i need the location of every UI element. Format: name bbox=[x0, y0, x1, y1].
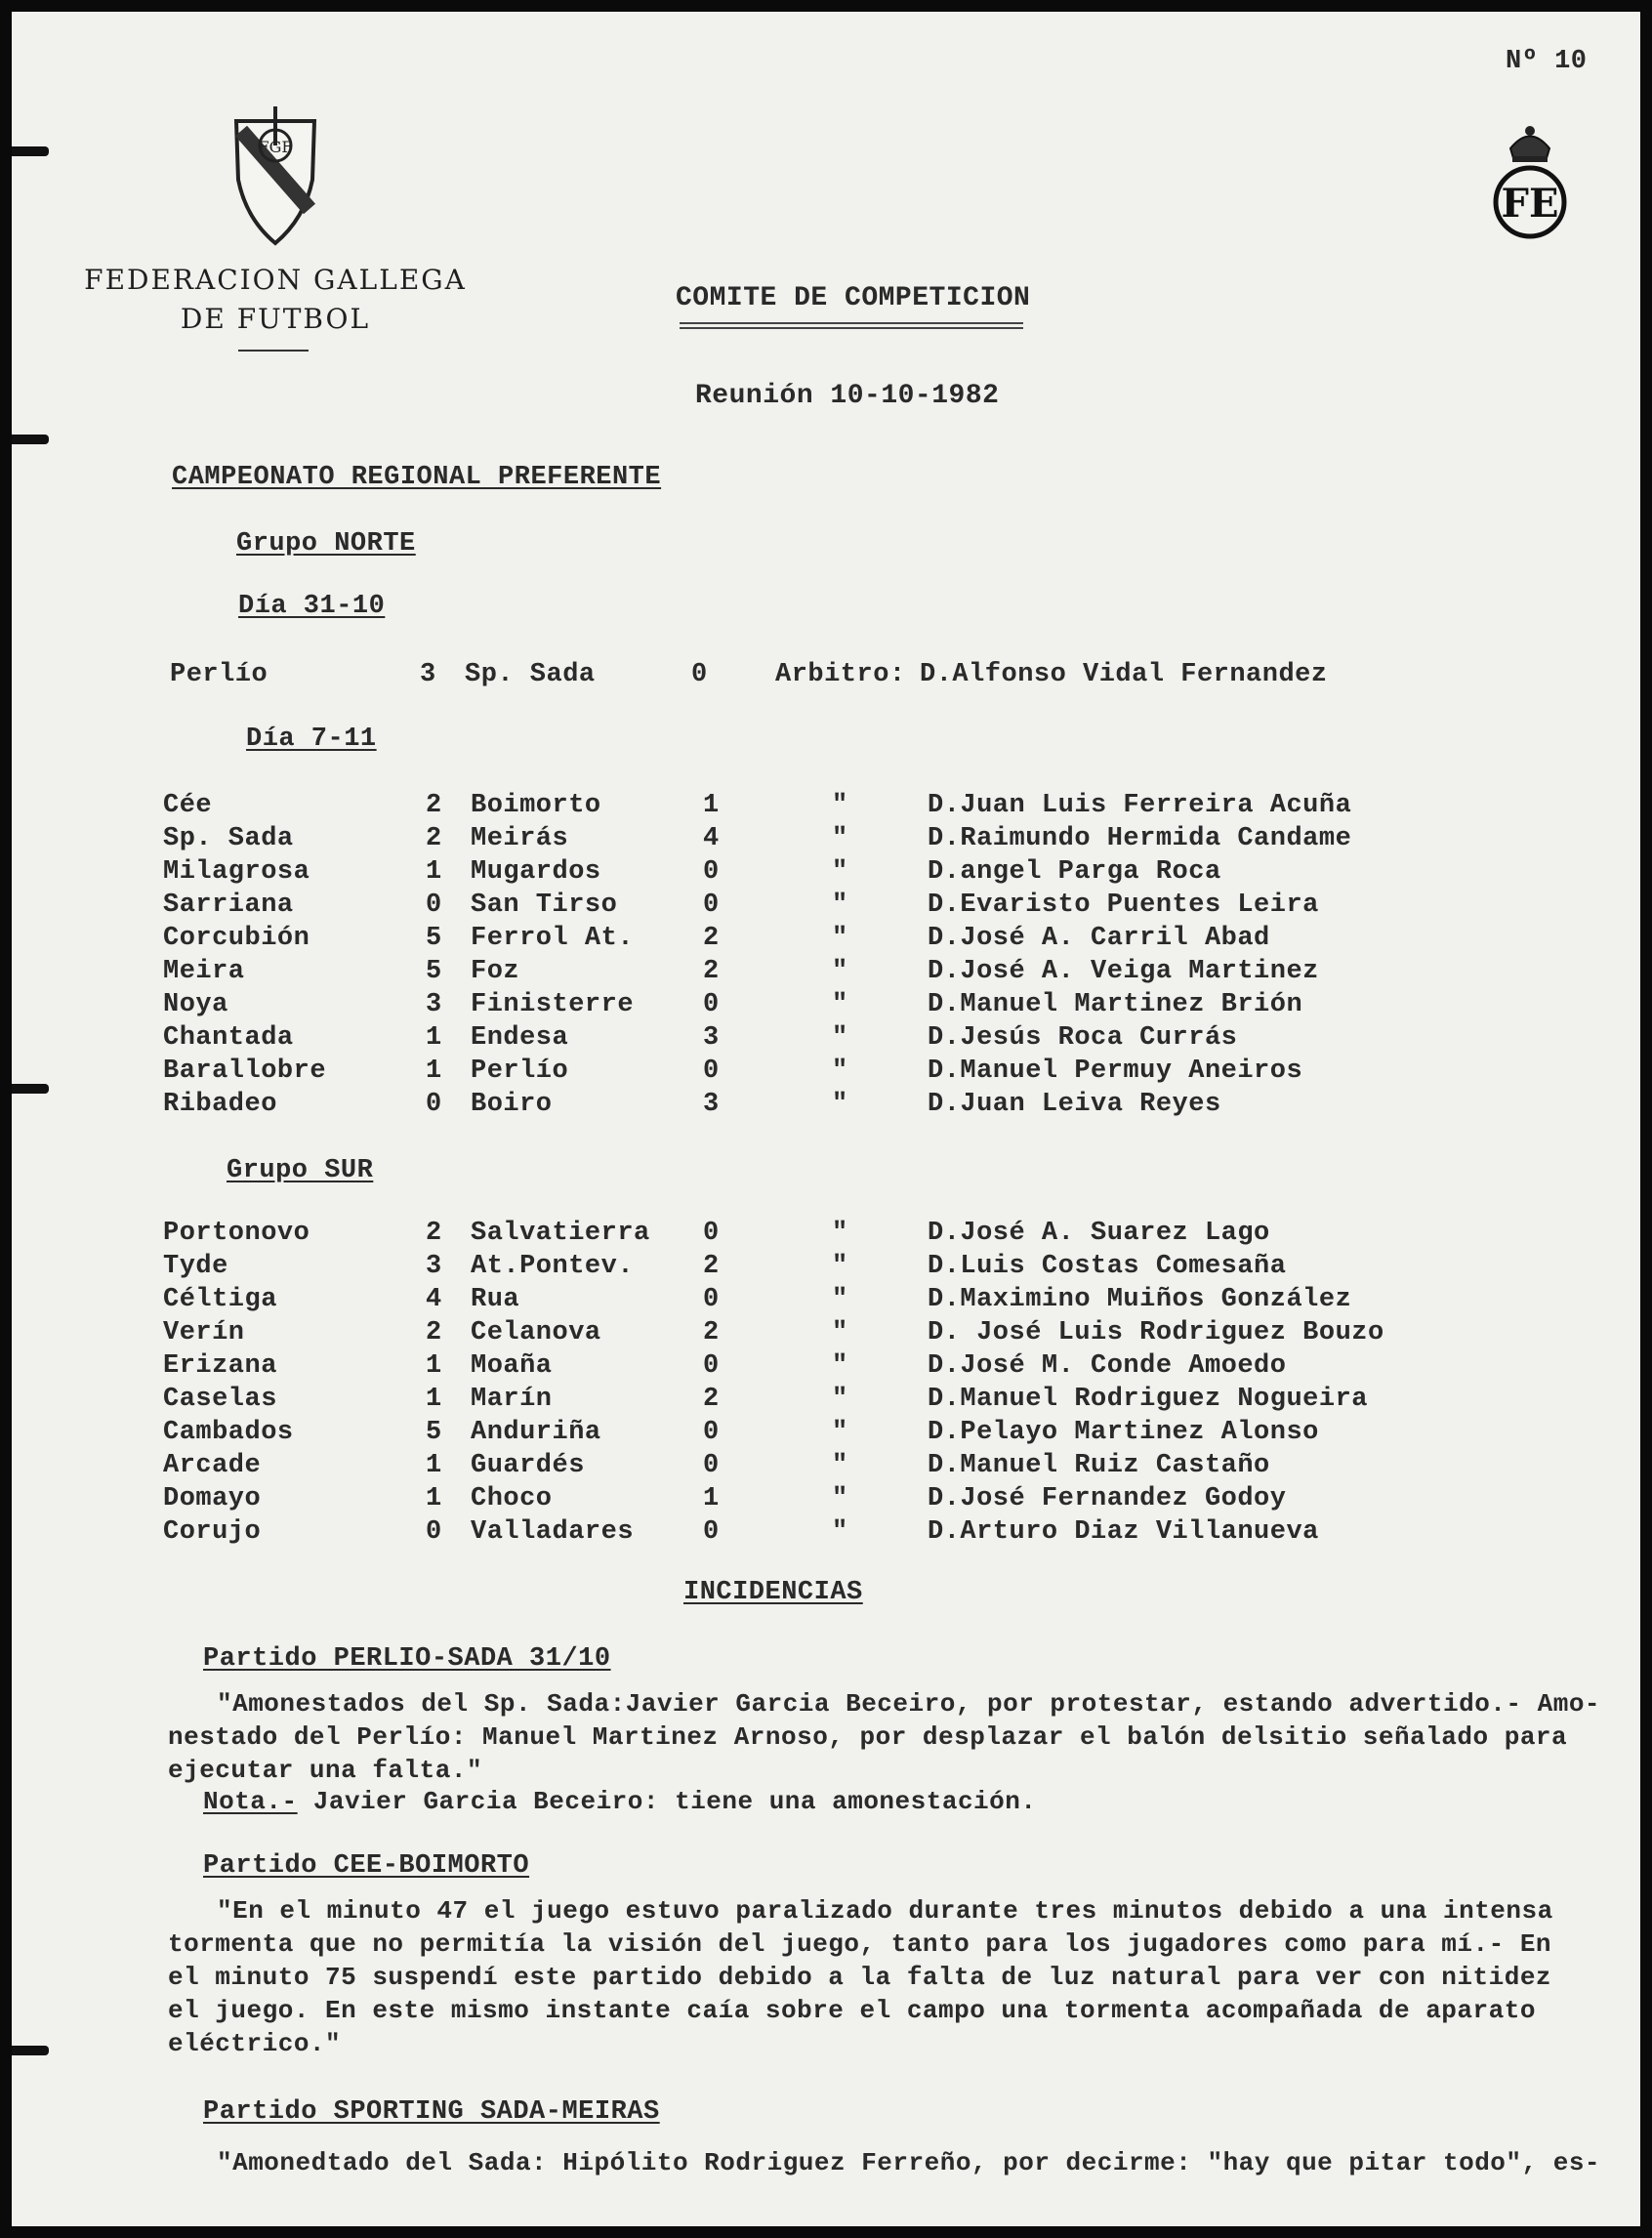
away-team: Finisterre bbox=[471, 990, 635, 1019]
ditto-mark: " bbox=[832, 1057, 848, 1086]
home-score: 1 bbox=[426, 1351, 442, 1381]
home-score: 4 bbox=[426, 1285, 442, 1314]
incident-line: eléctrico." bbox=[168, 2029, 342, 2058]
table-row bbox=[12, 1057, 1640, 1090]
home-score: 2 bbox=[426, 1219, 442, 1248]
table-row bbox=[12, 1351, 1640, 1385]
ditto-mark: " bbox=[832, 1285, 848, 1314]
away-team: Moaña bbox=[471, 1351, 553, 1381]
away-team: Foz bbox=[471, 957, 520, 986]
away-score: 0 bbox=[703, 857, 720, 887]
home-score: 1 bbox=[426, 1484, 442, 1513]
table-row bbox=[12, 791, 1640, 824]
home-team: Sp. Sada bbox=[163, 824, 294, 853]
away-team: Anduriña bbox=[471, 1418, 601, 1447]
referee-name: D.Juan Luis Ferreira Acuña bbox=[928, 791, 1352, 820]
referee-name: D.Maximino Muiños González bbox=[928, 1285, 1352, 1314]
referee-name: D.Arturo Diaz Villanueva bbox=[928, 1517, 1319, 1547]
referee-name: D. José Luis Rodriguez Bouzo bbox=[928, 1318, 1384, 1347]
away-score: 3 bbox=[703, 1023, 720, 1053]
away-team: Choco bbox=[471, 1484, 553, 1513]
federation-name-line1: FEDERACION GALLEGA bbox=[84, 264, 467, 296]
away-team: Mugardos bbox=[471, 857, 601, 887]
away-score: 0 bbox=[703, 1057, 720, 1086]
ditto-mark: " bbox=[832, 1351, 848, 1381]
away-score: 0 bbox=[691, 660, 708, 689]
ditto-mark: " bbox=[832, 1219, 848, 1248]
home-team: Portonovo bbox=[163, 1219, 310, 1248]
away-score: 0 bbox=[703, 891, 720, 920]
incident-line: tormenta que no permitía la visión del juego, tanto para los jugadores como para mí.- En bbox=[168, 1929, 1552, 1959]
home-score: 5 bbox=[426, 1418, 442, 1447]
incident-match1-title: Partido PERLIO-SADA 31/10 bbox=[203, 1644, 611, 1674]
incident-match3-text bbox=[168, 2146, 1613, 2179]
day-31-10-label: Día 31-10 bbox=[238, 592, 386, 621]
incident-match3-title: Partido SPORTING SADA-MEIRAS bbox=[203, 2097, 660, 2127]
table-row bbox=[12, 891, 1640, 924]
ditto-mark: " bbox=[832, 1252, 848, 1281]
away-score: 0 bbox=[703, 1351, 720, 1381]
incident-line: "Amonedtado del Sada: Hipólito Rodriguez Ferreño, por decirme: "hay que pitar todo", es- bbox=[217, 2148, 1601, 2177]
away-score: 0 bbox=[703, 990, 720, 1019]
referee-name: D.José M. Conde Amoedo bbox=[928, 1351, 1287, 1381]
incident-line: nestado del Perlío: Manuel Martinez Arnoso, por desplazar el balón delsitio señalado para bbox=[168, 1722, 1568, 1752]
home-team: Caselas bbox=[163, 1385, 277, 1414]
home-score: 3 bbox=[420, 660, 436, 689]
home-score: 1 bbox=[426, 1451, 442, 1480]
championship-title: CAMPEONATO REGIONAL PREFERENTE bbox=[172, 463, 662, 492]
committee-title-underline bbox=[680, 322, 1023, 329]
incident-line: ejecutar una falta." bbox=[168, 1756, 483, 1785]
referee-name: D.José Fernandez Godoy bbox=[928, 1484, 1287, 1513]
home-score: 0 bbox=[426, 1090, 442, 1119]
match-row-perlio-sada bbox=[12, 660, 1640, 693]
home-team: Meira bbox=[163, 957, 245, 986]
table-row bbox=[12, 924, 1640, 957]
ditto-mark: " bbox=[832, 857, 848, 887]
home-team: Erizana bbox=[163, 1351, 277, 1381]
home-score: 3 bbox=[426, 990, 442, 1019]
ditto-mark: " bbox=[832, 1090, 848, 1119]
ditto-mark: " bbox=[832, 1484, 848, 1513]
table-row bbox=[12, 990, 1640, 1023]
group-north-title: Grupo NORTE bbox=[236, 529, 416, 559]
away-score: 4 bbox=[703, 824, 720, 853]
home-team: Perlío bbox=[170, 660, 268, 689]
referee-name: D.Manuel Rodriguez Nogueira bbox=[928, 1385, 1368, 1414]
table-row bbox=[12, 1090, 1640, 1123]
away-team: Meirás bbox=[471, 824, 569, 853]
referee-label: Arbitro: bbox=[775, 660, 906, 689]
home-score: 2 bbox=[426, 791, 442, 820]
home-team: Céltiga bbox=[163, 1285, 277, 1314]
table-row bbox=[12, 1252, 1640, 1285]
federation-name-line2: DE FUTBOL bbox=[180, 303, 371, 335]
table-row bbox=[12, 1023, 1640, 1057]
ditto-mark: " bbox=[832, 924, 848, 953]
table-row bbox=[12, 957, 1640, 990]
incident-match1-text bbox=[168, 1687, 1613, 1787]
table-row bbox=[12, 1451, 1640, 1484]
binder-hole bbox=[12, 146, 49, 156]
home-score: 1 bbox=[426, 1385, 442, 1414]
ditto-mark: " bbox=[832, 1385, 848, 1414]
referee-name: D.Manuel Permuy Aneiros bbox=[928, 1057, 1303, 1086]
away-score: 2 bbox=[703, 957, 720, 986]
home-team: Ribadeo bbox=[163, 1090, 277, 1119]
away-team: At.Pontev. bbox=[471, 1252, 635, 1281]
ditto-mark: " bbox=[832, 957, 848, 986]
binder-hole bbox=[12, 2046, 49, 2055]
incident-match2-text bbox=[168, 1894, 1613, 2060]
note-label: Nota.- bbox=[203, 1787, 298, 1816]
incident-line: "Amonestados del Sp. Sada:Javier Garcia Beceiro, por protestar, estando advertido.- Amo- bbox=[217, 1689, 1601, 1719]
away-score: 0 bbox=[703, 1285, 720, 1314]
binder-hole bbox=[12, 435, 49, 444]
svg-text:FGF: FGF bbox=[258, 138, 293, 156]
away-team: Boiro bbox=[471, 1090, 553, 1119]
referee-name: D.Manuel Ruiz Castaño bbox=[928, 1451, 1270, 1480]
referee-name: D.Luis Costas Comesaña bbox=[928, 1252, 1287, 1281]
home-score: 1 bbox=[426, 1057, 442, 1086]
home-team: Cambados bbox=[163, 1418, 294, 1447]
home-team: Tyde bbox=[163, 1252, 228, 1281]
incidents-title: INCIDENCIAS bbox=[683, 1578, 863, 1607]
table-row bbox=[12, 1219, 1640, 1252]
federation-shield-logo bbox=[227, 102, 324, 248]
away-score: 2 bbox=[703, 1252, 720, 1281]
group-south-title: Grupo SUR bbox=[227, 1156, 374, 1185]
away-team: Marín bbox=[471, 1385, 553, 1414]
ditto-mark: " bbox=[832, 1318, 848, 1347]
ditto-mark: " bbox=[832, 1418, 848, 1447]
home-score: 3 bbox=[426, 1252, 442, 1281]
away-team: Valladares bbox=[471, 1517, 635, 1547]
committee-title: COMITE DE COMPETICION bbox=[676, 283, 1031, 313]
home-team: Arcade bbox=[163, 1451, 262, 1480]
away-score: 1 bbox=[703, 1484, 720, 1513]
table-row bbox=[12, 1517, 1640, 1551]
incident-note bbox=[203, 1787, 1036, 1816]
incident-line: el juego. En este mismo instante caía sobre el campo una tormenta acompañada de aparato bbox=[168, 1996, 1536, 2025]
away-team: Salvatierra bbox=[471, 1219, 650, 1248]
referee-name: D.Evaristo Puentes Leira bbox=[928, 891, 1319, 920]
away-score: 2 bbox=[703, 924, 720, 953]
home-score: 0 bbox=[426, 891, 442, 920]
home-score: 0 bbox=[426, 1517, 442, 1547]
home-score: 1 bbox=[426, 857, 442, 887]
table-row bbox=[12, 1285, 1640, 1318]
svg-text:FE: FE bbox=[1501, 181, 1559, 227]
day-7-11-label: Día 7-11 bbox=[246, 725, 377, 754]
ditto-mark: " bbox=[832, 990, 848, 1019]
home-score: 5 bbox=[426, 924, 442, 953]
away-team: Perlío bbox=[471, 1057, 569, 1086]
away-team: Endesa bbox=[471, 1023, 569, 1053]
ditto-mark: " bbox=[832, 1023, 848, 1053]
table-row bbox=[12, 824, 1640, 857]
referee-name: D.José A. Carril Abad bbox=[928, 924, 1270, 953]
ditto-mark: " bbox=[832, 891, 848, 920]
away-score: 1 bbox=[703, 791, 720, 820]
away-team: Ferrol At. bbox=[471, 924, 635, 953]
referee-name: D.José A. Suarez Lago bbox=[928, 1219, 1270, 1248]
incident-line: el minuto 75 suspendí este partido debido a la falta de luz natural para ver con nitidez bbox=[168, 1963, 1552, 1992]
table-row bbox=[12, 1318, 1640, 1351]
away-team: San Tirso bbox=[471, 891, 618, 920]
meeting-date: Reunión 10-10-1982 bbox=[695, 381, 1000, 411]
referee-name: D.Pelayo Martinez Alonso bbox=[928, 1418, 1319, 1447]
table-row bbox=[12, 1484, 1640, 1517]
referee-name: D.angel Parga Roca bbox=[928, 857, 1221, 887]
table-row bbox=[12, 857, 1640, 891]
away-score: 3 bbox=[703, 1090, 720, 1119]
incident-match2-title: Partido CEE-BOIMORTO bbox=[203, 1851, 530, 1881]
ditto-mark: " bbox=[832, 824, 848, 853]
document-page bbox=[12, 12, 1640, 2226]
home-score: 1 bbox=[426, 1023, 442, 1053]
home-score: 2 bbox=[426, 1318, 442, 1347]
away-score: 0 bbox=[703, 1451, 720, 1480]
table-row bbox=[12, 1418, 1640, 1451]
referee-name: D.Alfonso Vidal Fernandez bbox=[920, 660, 1328, 689]
home-team: Chantada bbox=[163, 1023, 294, 1053]
ditto-mark: " bbox=[832, 791, 848, 820]
referee-name: D.Raimundo Hermida Candame bbox=[928, 824, 1352, 853]
home-team: Domayo bbox=[163, 1484, 262, 1513]
away-team: Rua bbox=[471, 1285, 520, 1314]
away-score: 0 bbox=[703, 1219, 720, 1248]
document-number: Nº 10 bbox=[1506, 47, 1588, 76]
home-team: Milagrosa bbox=[163, 857, 310, 887]
home-team: Sarriana bbox=[163, 891, 294, 920]
away-team: Sp. Sada bbox=[465, 660, 596, 689]
home-team: Corcubión bbox=[163, 924, 310, 953]
note-text: Javier Garcia Beceiro: tiene una amonestación. bbox=[312, 1787, 1037, 1816]
away-team: Guardés bbox=[471, 1451, 585, 1480]
home-score: 2 bbox=[426, 824, 442, 853]
away-team: Boimorto bbox=[471, 791, 601, 820]
away-score: 2 bbox=[703, 1385, 720, 1414]
referee-name: D.Manuel Martinez Brión bbox=[928, 990, 1303, 1019]
ditto-mark: " bbox=[832, 1517, 848, 1547]
home-team: Barallobre bbox=[163, 1057, 327, 1086]
home-team: Verín bbox=[163, 1318, 245, 1347]
rfef-crest-logo bbox=[1486, 119, 1574, 246]
referee-name: D.Jesús Roca Currás bbox=[928, 1023, 1238, 1053]
ditto-mark: " bbox=[832, 1451, 848, 1480]
referee-name: D.Juan Leiva Reyes bbox=[928, 1090, 1221, 1119]
away-team: Celanova bbox=[471, 1318, 601, 1347]
incident-line: "En el minuto 47 el juego estuvo paralizado durante tres minutos debido a una intensa bbox=[217, 1896, 1553, 1926]
home-team: Noya bbox=[163, 990, 228, 1019]
away-score: 2 bbox=[703, 1318, 720, 1347]
home-team: Cée bbox=[163, 791, 213, 820]
table-row bbox=[12, 1385, 1640, 1418]
referee-name: D.José A. Veiga Martinez bbox=[928, 957, 1319, 986]
home-team: Corujo bbox=[163, 1517, 262, 1547]
away-score: 0 bbox=[703, 1418, 720, 1447]
federation-underline bbox=[238, 350, 309, 352]
away-score: 0 bbox=[703, 1517, 720, 1547]
home-score: 5 bbox=[426, 957, 442, 986]
